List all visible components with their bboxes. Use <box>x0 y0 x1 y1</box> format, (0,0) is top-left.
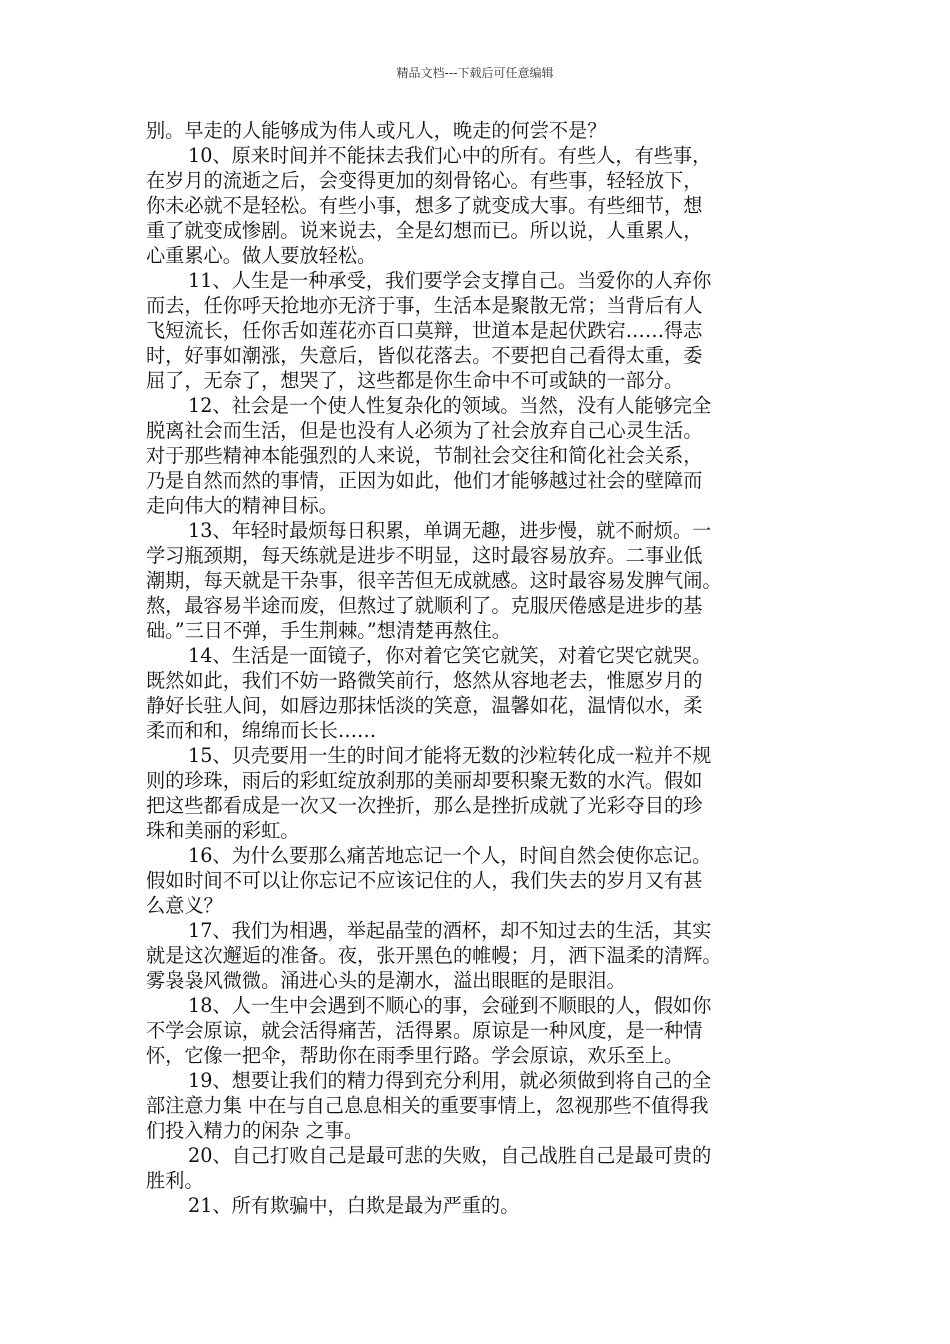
text-line: 么意义？ <box>146 894 223 917</box>
text-line: 在岁月的流逝之后，会变得更加的刻骨铭心。有些事，轻轻放下， <box>146 169 703 192</box>
paragraph <box>146 843 814 918</box>
paragraph <box>146 993 814 1068</box>
text-line: 对于那些精神本能强烈的人来说，节制社会交往和简化社会关系， <box>146 444 703 467</box>
paragraph <box>146 118 814 143</box>
text-line: 柔而和和，绵绵而长长…… <box>146 719 377 742</box>
text-line: 13、年轻时最烦每日积累，单调无趣，进步慢，就不耐烦。一 <box>188 519 712 542</box>
text-line: 部注意力集 中在与自己息息相关的重要事情上，忽视那些不值得我 <box>146 1094 709 1117</box>
text-line: 础。”三日不弹，手生荆棘。”想清楚再熬住。 <box>146 619 511 642</box>
text-line: 珠和美丽的彩虹。 <box>146 819 300 842</box>
text-line: 屈了，无奈了，想哭了，这些都是你生命中不可或缺的一部分。 <box>146 369 684 392</box>
text-line: 就是这次邂逅的准备。夜，张开黑色的帷幔；月，洒下温柔的清辉。 <box>146 944 722 967</box>
text-line: 怀，它像一把伞，帮助你在雨季里行路。学会原谅，欢乐至上。 <box>146 1044 684 1067</box>
text-line: 潮期，每天就是干杂事，很辛苦但无成就感。这时最容易发脾气闹。 <box>146 569 722 592</box>
text-line: 20、自己打败自己是最可悲的失败，自己战胜自己是最可贵的 <box>188 1144 712 1167</box>
text-line: 10、原来时间并不能抹去我们心中的所有。有些人，有些事， <box>188 144 712 167</box>
text-line: 乃是自然而然的事情，正因为如此，他们才能够越过社会的壁障而 <box>146 469 703 492</box>
text-line: 11、人生是一种承受，我们要学会支撑自己。当爱你的人弃你 <box>188 269 712 292</box>
text-line: 学习瓶颈期，每天练就是进步不明显，这时最容易放弃。二事业低 <box>146 544 703 567</box>
text-line: 心重累心。做人要放轻松。 <box>146 244 377 267</box>
text-line: 17、我们为相遇，举起晶莹的酒杯，却不知过去的生活，其实 <box>188 919 712 942</box>
text-line: 把这些都看成是一次又一次挫折，那么是挫折成就了光彩夺目的珍 <box>146 794 703 817</box>
text-line: 18、人一生中会遇到不顺心的事，会碰到不顺眼的人，假如你 <box>188 994 712 1017</box>
paragraph <box>146 1193 814 1218</box>
paragraph <box>146 1143 814 1193</box>
text-line: 熬，最容易半途而废，但熬过了就顺利了。克服厌倦感是进步的基 <box>146 594 703 617</box>
text-line: 们投入精力的闲杂 之事。 <box>146 1119 364 1142</box>
text-line: 假如时间不可以让你忘记不应该记住的人，我们失去的岁月又有甚 <box>146 869 703 892</box>
text-line: 飞短流长，任你舌如莲花亦百口莫辩，世道本是起伏跌宕……得志 <box>146 319 703 342</box>
paragraph <box>146 268 814 393</box>
text-line: 16、为什么要那么痛苦地忘记一个人，时间自然会使你忘记。 <box>188 844 712 867</box>
text-line: 而去，任你呼天抢地亦无济于事，生活本是聚散无常；当背后有人 <box>146 294 703 317</box>
text-line: 时，好事如潮涨，失意后，皆似花落去。不要把自己看得太重，委 <box>146 344 703 367</box>
text-line: 19、想要让我们的精力得到充分利用，就必须做到将自己的全 <box>188 1069 712 1092</box>
paragraph <box>146 518 814 643</box>
text-line: 脱离社会而生活，但是也没有人必须为了社会放弃自己心灵生活。 <box>146 419 703 442</box>
text-line: 不学会原谅，就会活得痛苦，活得累。原谅是一种风度，是一种情 <box>146 1019 703 1042</box>
page-header: 精品文档---下载后可任意编辑 <box>396 66 554 80</box>
text-line: 则的珍珠，雨后的彩虹绽放刹那的美丽却要积聚无数的水汽。假如 <box>146 769 703 792</box>
paragraph <box>146 143 814 268</box>
text-line: 15、贝壳要用一生的时间才能将无数的沙粒转化成一粒并不规 <box>188 744 712 767</box>
text-line: 静好长驻人间，如唇边那抹恬淡的笑意，温馨如花，温情似水，柔 <box>146 694 703 717</box>
text-line: 重了就变成惨剧。说来说去，全是幻想而已。所以说，人重累人， <box>146 219 703 242</box>
text-line: 你未必就不是轻松。有些小事，想多了就变成大事。有些细节，想 <box>146 194 703 217</box>
paragraph <box>146 643 814 743</box>
text-line: 走向伟大的精神目标。 <box>146 494 338 517</box>
paragraph <box>146 1068 814 1143</box>
text-line: 21、所有欺骗中，白欺是最为严重的。 <box>188 1194 520 1217</box>
text-line: 胜利。 <box>146 1169 204 1192</box>
text-line: 12、社会是一个使人性复杂化的领域。当然，没有人能够完全 <box>188 394 712 417</box>
paragraph <box>146 918 814 993</box>
text-line: 既然如此，我们不妨一路微笑前行，悠然从容地老去，惟愿岁月的 <box>146 669 703 692</box>
document-body <box>146 118 814 1218</box>
text-line: 14、生活是一面镜子，你对着它笑它就笑，对着它哭它就哭。 <box>188 644 712 667</box>
paragraph <box>146 393 814 518</box>
paragraph <box>146 743 814 843</box>
text-line: 别。早走的人能够成为伟人或凡人，晚走的何尝不是？ <box>146 119 607 142</box>
text-line: 雾袅袅风微微。涌进心头的是潮水，溢出眼眶的是眼泪。 <box>146 969 626 992</box>
